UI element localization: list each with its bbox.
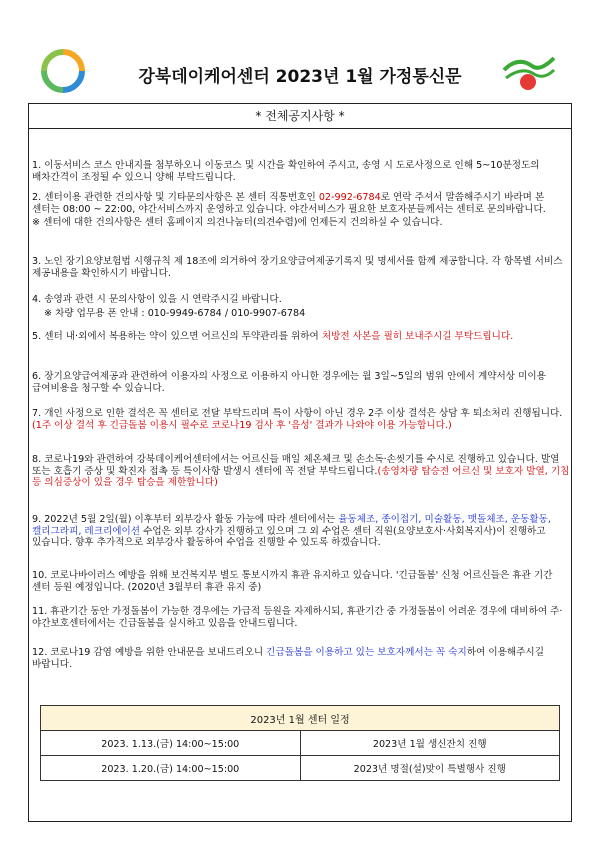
notice-item (32, 294, 572, 319)
notice-segment: 12. 코로나19 감염 예방을 위한 안내문을 보내드리오니 (32, 647, 267, 658)
notice-segment: 9. 2022년 5월 2일(월) 이후부터 외부강사 활동 가능에 따라 센터에서는 (32, 514, 339, 525)
notice-note: ※ 센터에 대한 건의사항은 센터 홈페이지 의견나눔터(의견수렴)에 언제든지 건의하실 수 있습니다. (32, 217, 443, 228)
district-logo-icon (500, 48, 558, 94)
notice-segment: 하여 이용해주시길 바랍니다. (32, 647, 544, 670)
schedule-table (40, 705, 560, 781)
page-header (0, 0, 600, 100)
notice-text (32, 408, 572, 431)
notice-item (32, 408, 572, 431)
notice-segment: 로 연락 주셔서 말씀해주시기 바라며 본 센터는 08:00 ~ 22:00, 야간서비스까지 운영하고 있습니다. 야간서비스가 필요한 보호자분들께서는 센터로 문의바랍니다. (32, 192, 546, 215)
notice-highlight: 긴급돌봄을 이용하고 있는 보호자께서는 꼭 숙지 (266, 647, 467, 658)
notice-text (32, 371, 572, 394)
notice-text (32, 647, 572, 670)
notice-segment: 8. 코로나19와 관련하여 강북데이케어센터에서는 어르신들 매일 체온체크 및 손소독·손씻기를 수시로 진행하고 있습니다. 발열 또는 호흡기 증상 및 확진자 접촉 등 특이사항 발생시 센터에 꼭 전달 부탁드립니다. (32, 454, 560, 477)
notice-segment: 10. 코로나바이러스 예방을 위해 보건복지부 별도 통보시까지 휴관 유지하고 있습니다. '긴급돌봄' 신청 어르신들은 휴관 기간 센터 등원 예정입니다. (2020년 3월부터 휴관 유지 중) (32, 570, 553, 593)
notice-text (32, 160, 572, 183)
table-row (41, 731, 560, 756)
schedule-event: 2023년 명절(설)맞이 특별행사 진행 (300, 756, 560, 781)
notice-section-heading: * 전체공지사항 * (29, 104, 571, 129)
notice-item (32, 647, 572, 670)
notice-segment: 6. 장기요양급여제공과 관련하여 이용자의 사정으로 이용하지 아니한 경우에는 월 3일~5일의 범위 안에서 계약서상 미이용 급여비용을 청구할 수 있습니다. (32, 371, 546, 394)
notice-segment: 수업은 외부 강사가 진행하고 있으며 그 외 수업은 센터 직원(요양보호사·사회복지사)이 진행하고 있습니다. 향후 추가적으로 외부강사 활동하여 수업을 진행할 수 있도록 하겠습니다. (32, 525, 546, 548)
notice-segment: 4. 송영과 관련 시 문의사항이 있을 시 연락주시길 바랍니다. (32, 294, 282, 305)
notice-text (32, 331, 572, 343)
notice-text (32, 514, 572, 549)
notice-segment: 11. 휴관기간 동안 가정돌봄이 가능한 경우에는 가급적 등원을 자제하시되, 휴관기간 중 가정돌봄이 어려운 경우에 대비하여 주·야간보호센터에서는 긴급돌봄을 실시하고 있음을 안내드립니다. (32, 606, 563, 629)
notice-text (32, 606, 572, 629)
page-title: 강북데이케어센터 2023년 1월 가정통신문 (138, 67, 462, 87)
notice-highlight: (송영차량 탑승전 어르신 및 보호자 발열, 기침 등 의심증상이 있을 경우 탑승을 제한합니다) (32, 465, 570, 488)
notice-segment: 3. 노인 장기요양보험법 시행규칙 제 18조에 의거하여 장기요양급여제공기록지 및 명세서를 함께 제공합니다. 각 항목별 서비스 제공내용을 확인하시기 바랍니다. (32, 256, 563, 279)
schedule-event: 2023년 1월 생신잔치 진행 (300, 731, 560, 756)
notice-item (32, 514, 572, 549)
notice-item (32, 192, 572, 229)
table-row (41, 756, 560, 781)
notice-highlight: 처방전 사본을 필히 보내주시길 부탁드립니다. (321, 331, 514, 342)
schedule-title: 2023년 1월 센터 일정 (41, 706, 560, 731)
notice-segment: 7. 개인 사정으로 인한 결석은 꼭 센터로 전달 부탁드리며 특이 사항이 아닌 경우 2주 이상 결석은 상담 후 퇴소처리 진행됩니다. (32, 408, 563, 419)
notice-text (32, 256, 572, 279)
notice-segment: 1. 이동서비스 코스 안내지를 첨부하오니 이동코스 및 시간을 확인하여 주시고, 송영 시 도로사정으로 인해 5~10분정도의 배차간격이 조정될 수 있으니 양해 부탁드립니다. (32, 160, 540, 183)
notice-item (32, 570, 572, 593)
notice-highlight: 02-992-6784 (318, 192, 381, 203)
notice-note: ※ 차량 업무용 폰 안내 : 010-9949-6784 / 010-9907-6784 (44, 307, 306, 319)
schedule-date: 2023. 1.13.(금) 14:00~15:00 (41, 731, 301, 756)
notice-highlight: (1주 이상 결석 후 긴급돌봄 이용시 필수로 코로나19 검사 후 '음성' 결과가 나와야 이용 가능합니다.) (32, 419, 452, 431)
notice-text (32, 294, 572, 306)
notice-text (32, 570, 572, 593)
notice-item (32, 256, 572, 279)
schedule-date: 2023. 1.20.(금) 14:00~15:00 (41, 756, 301, 781)
notice-item (32, 331, 572, 343)
notice-text (32, 192, 572, 215)
notice-item (32, 160, 572, 183)
notice-item (32, 606, 572, 629)
notice-segment: 5. 센터 내·외에서 복용하는 약이 있으면 어르신의 투약관리를 위하여 (32, 331, 322, 342)
notice-item (32, 454, 572, 489)
notice-item (32, 371, 572, 394)
notice-segment: 2. 센터이용 관련한 건의사항 및 기타문의사항은 본 센터 직통번호인 (32, 192, 319, 203)
notice-highlight: 율동체조, 종이접기, 미술활동, 맷돌체조, 운동활동, 캘리그라피, 레크리에이션 (32, 514, 551, 537)
notice-text (32, 454, 572, 489)
